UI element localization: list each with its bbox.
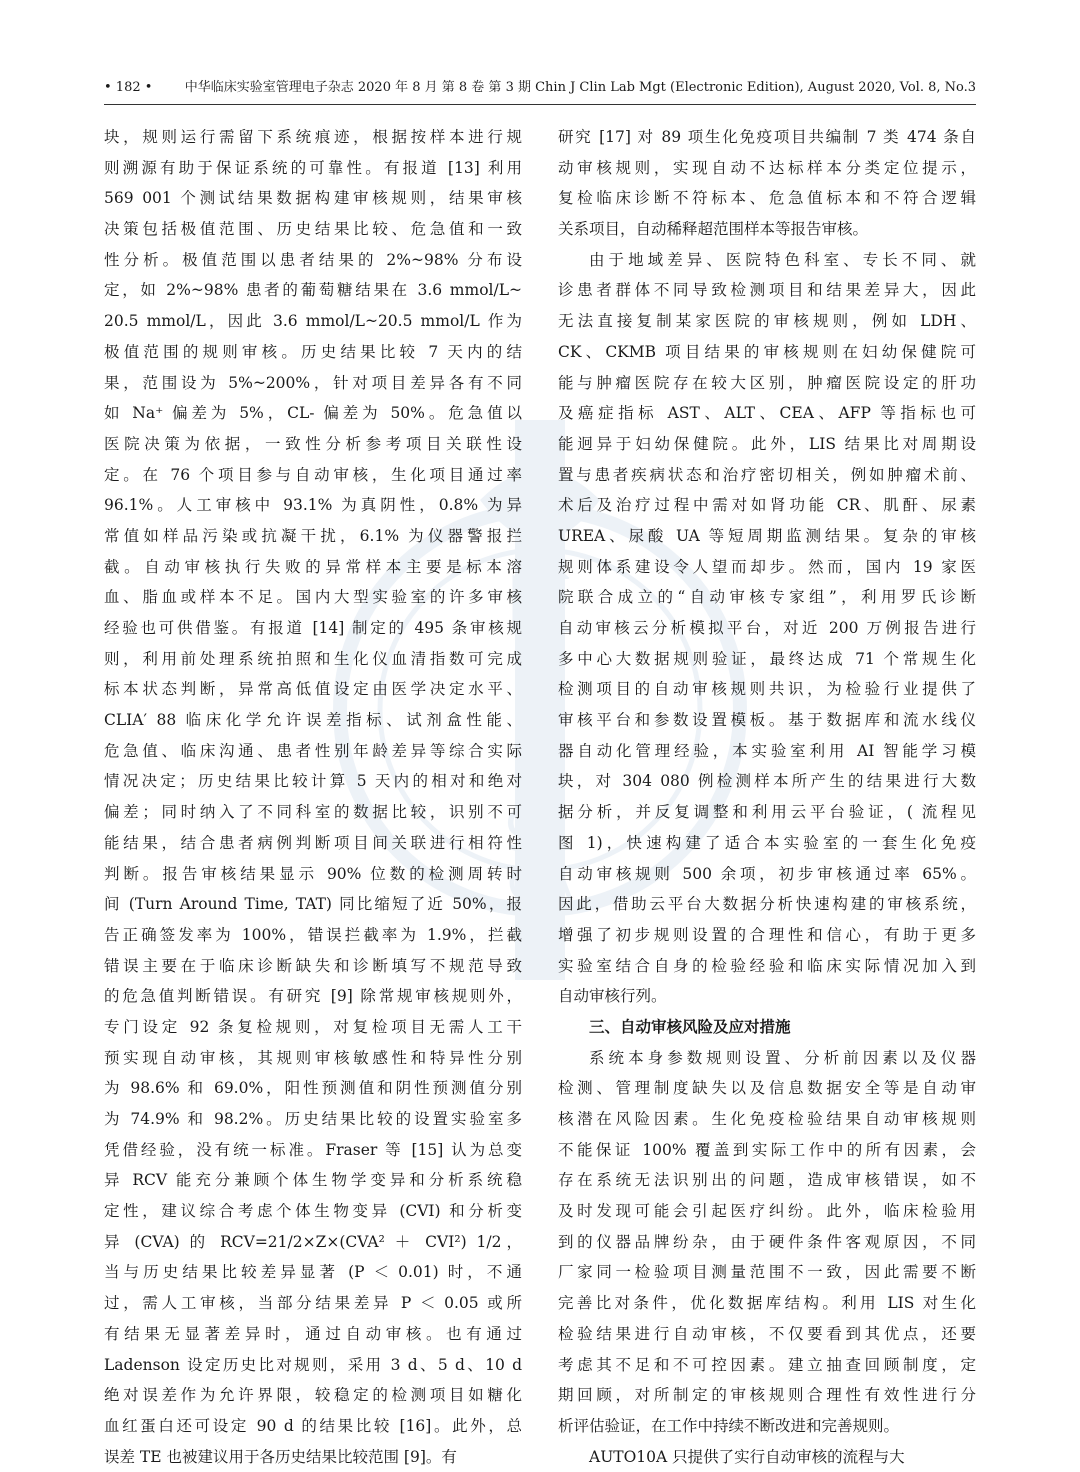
text-line: AUTO10A 只提供了实行自动审核的流程与大 (589, 1447, 905, 1466)
text-line: 动审核规则，实现自动不达标样本分类定位提示， (558, 158, 976, 177)
text-line: 判断。报告审核结果显示 90% 位数的检测周转时 (104, 864, 522, 883)
text-line: 定。在 76 个项目参与自动审核，生化项目通过率 (104, 465, 522, 484)
text-line: 果，范围设为 5%~200%，针对项目差异各有不同 (104, 373, 522, 392)
text-line: 检测、管理制度缺失以及信息数据安全等是自动审 (558, 1079, 976, 1098)
text-line: 20.5 mmol/L，因此 3.6 mmol/L~20.5 mmol/L 作为 (104, 312, 522, 331)
text-line: 定性，建议综合考虑个体生物变异 (CVI) 和分析变 (104, 1202, 522, 1221)
text-line: 因此，借助云平台大数据分析快速构建的审核系统， (558, 895, 976, 914)
text-line: 则溯源有助于保证系统的可靠性。有报道 [13] 利用 (104, 158, 522, 177)
running-header (104, 76, 976, 100)
text-line: CLIA′ 88 临床化学允许误差指标、试剂盒性能、 (104, 711, 522, 730)
text-line: 多中心大数据规则验证，最终达成 71 个常规生化 (558, 649, 976, 668)
text-line: 自动审核规则 500 余项，初步审核通过率 65%。 (558, 864, 976, 883)
text-line: 自动审核行列。 (558, 987, 667, 1006)
journal-title: 中华临床实验室管理电子杂志 2020 年 8 月 第 8 卷 第 3 期 Chin J Clin Lab Mgt (Electronic Edition), August 2020, Vol. 8, No.3 (184, 80, 976, 95)
text-line: UREA、尿酸 UA 等短周期监测结果。复杂的审核 (558, 526, 976, 545)
text-line: 完善比对条件，优化数据库结构。利用 LIS 对生化 (558, 1294, 976, 1313)
text-line: 为 74.9% 和 98.2%。历史结果比较的设置实验室多 (104, 1110, 522, 1128)
text-line: 极值范围的规则审核。历史结果比较 7 天内的结 (104, 342, 522, 361)
text-line: 异 (CVA) 的 RCV=21/2×Z×(CVA² ＋ CVI²) 1/2， (104, 1232, 522, 1251)
text-line: 析评估验证，在工作中持续不断改进和完善规则。 (558, 1416, 900, 1435)
text-line: 告正确签发率为 100%，错误拦截率为 1.9%，拦截 (104, 925, 522, 944)
watermark-text: CA (506, 856, 574, 912)
text-line: 能迥异于妇幼保健院。此外，LIS 结果比对周期设 (558, 434, 976, 453)
right-column (558, 122, 976, 1472)
text-line: 置与患者疾病状态和治疗密切相关，例如肿瘤术前、 (558, 465, 976, 484)
text-line: 经验也可供借鉴。有报道 [14] 制定的 495 条审核规 (104, 619, 522, 637)
text-line: 自动审核云分析模拟平台，对近 200 万例报告进行 (558, 619, 976, 637)
text-line: 厂家同一检验项目测量范围不一致，因此需要不断 (558, 1263, 976, 1282)
text-line: 过，需人工审核，当部分结果差异 P ＜ 0.05 或所 (104, 1294, 522, 1313)
text-line: 偏差；同时纳入了不同科室的数据比较，识别不可 (104, 803, 522, 822)
text-line: 核潜在风险因素。生化免疫检验结果自动审核规则 (558, 1110, 976, 1128)
text-line: 审核平台和参数设置模板。基于数据库和流水线仪 (558, 711, 976, 730)
text-line: 检测项目的自动审核规则共识，为检验行业提供了 (558, 680, 976, 699)
text-line: 及时发现可能会引起医疗纠纷。此外，临床检验用 (558, 1202, 976, 1221)
text-line: 由于地域差异、医院特色科室、专长不同、就 (589, 250, 976, 269)
text-line: 术后及治疗过程中需对如肾功能 CR、肌酐、尿素 (558, 496, 976, 515)
text-line: 块，规则运行需留下系统痕迹，根据按样本进行规 (104, 128, 522, 146)
text-line: 间 (Turn Around Time, TAT) 同比缩短了近 50%，报 (104, 895, 522, 914)
watermark-glyph: 医 (505, 565, 575, 647)
text-line: 复检临床诊断不符标本、危急值标本和不符合逻辑 (558, 189, 976, 208)
text-line: 存在系统无法识别出的问题，造成审核错误，如不 (558, 1171, 976, 1190)
text-line: 检验结果进行自动审核，不仅要看到其优点，还要 (558, 1324, 976, 1343)
text-line: 块，对 304 080 例检测样本所产生的结果进行大数 (558, 772, 976, 791)
text-line: 异 RCV 能充分兼顾个体生物学变异和分析系统稳 (104, 1171, 522, 1190)
text-line: 如 Na⁺ 偏差为 5%，CL- 偏差为 50%。危急值以 (104, 404, 522, 423)
text-line: 研究 [17] 对 89 项生化免疫项目共编制 7 类 474 条自 (558, 128, 976, 146)
header-rule (104, 104, 976, 105)
text-line: 性分析。极值范围以患者结果的 2%~98% 分布设 (104, 250, 522, 269)
text-line: 到的仪器品牌纷杂，由于硬件条件客观原因，不同 (558, 1232, 976, 1251)
text-line: 血、脂血或样本不足。国内大型实验室的许多审核 (104, 588, 522, 607)
text-line: 系统本身参数规则设置、分析前因素以及仪器 (589, 1048, 976, 1067)
text-line: 当与历史结果比较差异显著 (P ＜ 0.01) 时，不通 (104, 1263, 522, 1282)
page-number: • 182 • (104, 80, 153, 95)
left-column (104, 122, 522, 1472)
text-line: 决策包括极值范围、历史结果比较、危急值和一致 (104, 220, 522, 239)
text-line: 不能保证 100% 覆盖到实际工作中的所有因素，会 (558, 1140, 976, 1159)
text-line: 血红蛋白还可设定 90 d 的结果比较 [16]。此外，总 (104, 1416, 522, 1435)
text-line: 则，利用前处理系统拍照和生化仪血清指数可完成 (104, 649, 522, 668)
text-line: 医院决策为依据，一致性分析参考项目关联性设 (104, 434, 522, 453)
text-line: 的危急值判断错误。有研究 [9] 除常规审核规则外， (104, 987, 522, 1006)
text-line: 为 98.6% 和 69.0%，阳性预测值和阴性预测值分别 (104, 1079, 522, 1098)
text-line: 诊患者群体不同导致检测项目和结果差异大，因此 (558, 281, 976, 300)
text-line: 期回顾，对所制定的审核规则合理性有效性进行分 (558, 1386, 976, 1405)
watermark-year: 91 (504, 799, 576, 864)
text-line: 绝对误差作为允许界限，较稳定的检测项目如糖化 (104, 1386, 522, 1405)
text-line: 96.1%。人工审核中 93.1% 为真阴性，0.8% 为异 (104, 496, 522, 515)
text-line: 器自动化管理经验，本实验室利用 AI 智能学习模 (558, 741, 976, 760)
text-line: 凭借经验，没有统一标准。Fraser 等 [15] 认为总变 (104, 1140, 522, 1159)
text-line: 错误主要在于临床诊断缺失和诊断填写不规范导致 (104, 956, 522, 975)
text-line: CK、CKMB 项目结果的审核规则在妇幼保健院可 (558, 342, 976, 361)
text-line: 规则体系建设令人望而却步。然而，国内 19 家医 (558, 557, 976, 576)
text-line: 截。自动审核执行失败的异常样本主要是标本溶 (104, 557, 522, 576)
text-line: 考虑其不足和不可控因素。建立抽查回顾制度，定 (558, 1355, 976, 1374)
text-line: 专门设定 92 条复检规则，对复检项目无需人工干 (104, 1017, 522, 1036)
text-line: 无法直接复制某家医院的审核规则，例如 LDH、 (558, 312, 976, 331)
text-line: 增强了初步规则设置的合理性和信心，有助于更多 (558, 925, 976, 944)
text-line: 危急值、临床沟通、患者性别年龄差异等综合实际 (104, 741, 522, 760)
text-line: 情况决定；历史结果比较计算 5 天内的相对和绝对 (104, 772, 522, 791)
text-line: 标本状态判断，异常高低值设定由医学决定水平、 (104, 680, 522, 699)
section-heading: 三、自动审核风险及应对措施 (589, 1017, 791, 1036)
text-line: 误差 TE 也被建议用于各历史结果比较范围 [9]。有 (104, 1447, 457, 1466)
text-line: 能与肿瘤医院存在较大区别，肿瘤医院设定的肝功 (558, 373, 976, 392)
text-line: 实验室结合自身的检验经验和临床实际情况加入到 (558, 956, 976, 975)
text-line: 有结果无显著差异时，通过自动审核。也有通过 (104, 1324, 522, 1343)
text-line: 569 001 个测试结果数据构建审核规则，结果审核 (104, 189, 522, 208)
text-line: 常值如样品污染或抗凝干扰，6.1% 为仪器警报拦 (104, 526, 522, 545)
text-line: 图 1)，快速构建了适合本实验室的一套生化免疫 (558, 833, 976, 852)
text-line: 关系项目，自动稀释超范围样本等报告审核。 (558, 220, 869, 239)
text-line: 及癌症指标 AST、ALT、CEA、AFP 等指标也可 (558, 404, 976, 423)
text-line: 能结果，结合患者病例判断项目间关联进行相符性 (104, 833, 522, 852)
text-line: 院联合成立的“自动审核专家组”，利用罗氏诊断 (558, 588, 976, 607)
text-line: 据分析，并反复调整和利用云平台验证，( 流程见 (558, 803, 976, 822)
text-line: 预实现自动审核，其规则审核敏感性和特异性分别 (104, 1048, 522, 1067)
text-line: Ladenson 设定历史比对规则，采用 3 d、5 d、10 d (104, 1355, 522, 1374)
text-line: 定，如 2%~98% 患者的葡萄糖结果在 3.6 mmol/L~ (104, 281, 522, 300)
